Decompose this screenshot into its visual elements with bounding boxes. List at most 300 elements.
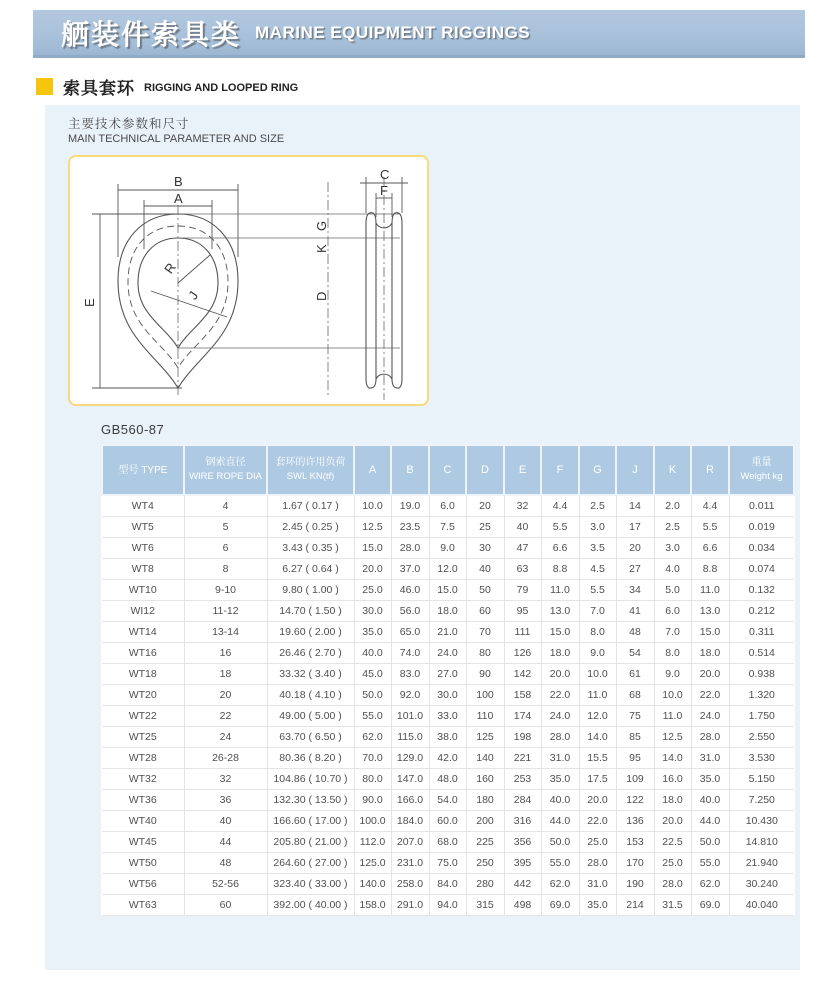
cell-J: 190 [616,873,654,894]
cell-B: 147.0 [391,768,429,789]
cell-wire-rope-dia: 60 [184,894,267,915]
dim-label-E: E [82,298,97,307]
cell-swl: 205.80 ( 21.00 ) [267,831,354,852]
cell-D: 225 [466,831,504,852]
cell-J: 41 [616,600,654,621]
cell-C: 38.0 [429,726,466,747]
cell-J: 17 [616,516,654,537]
cell-B: 129.0 [391,747,429,768]
cell-E: 284 [504,789,541,810]
dim-label-R: R [161,259,179,277]
col-header-E: E [504,445,541,495]
cell-wire-rope-dia: 20 [184,684,267,705]
cell-B: 28.0 [391,537,429,558]
cell-swl: 49.00 ( 5.00 ) [267,705,354,726]
cell-F: 4.4 [541,495,579,516]
cell-J: 61 [616,663,654,684]
cell-weight: 1.320 [729,684,794,705]
table-row [102,684,794,705]
cell-E: 111 [504,621,541,642]
cell-R: 69.0 [691,894,729,915]
cell-wire-rope-dia: 36 [184,789,267,810]
cell-F: 40.0 [541,789,579,810]
cell-swl: 63.70 ( 6.50 ) [267,726,354,747]
cell-B: 231.0 [391,852,429,873]
dim-label-J: J [185,288,202,303]
cell-C: 33.0 [429,705,466,726]
cell-C: 12.0 [429,558,466,579]
cell-C: 54.0 [429,789,466,810]
cell-swl: 3.43 ( 0.35 ) [267,537,354,558]
cell-type: WT28 [102,747,184,768]
cell-swl: 80.36 ( 8.20 ) [267,747,354,768]
section-title-en: RIGGING AND LOOPED RING [144,82,299,94]
section-title-zh: 索具套环 [63,79,135,98]
cell-K: 12.5 [654,726,691,747]
cell-C: 94.0 [429,894,466,915]
cell-type: WT8 [102,558,184,579]
cell-B: 83.0 [391,663,429,684]
cell-A: 50.0 [354,684,391,705]
cell-F: 55.0 [541,852,579,873]
cell-A: 70.0 [354,747,391,768]
cell-type: WT45 [102,831,184,852]
cell-wire-rope-dia: 24 [184,726,267,747]
cell-D: 160 [466,768,504,789]
col-header-F: F [541,445,579,495]
cell-swl: 6.27 ( 0.64 ) [267,558,354,579]
cell-A: 90.0 [354,789,391,810]
cell-weight: 0.074 [729,558,794,579]
cell-A: 20.0 [354,558,391,579]
cell-E: 316 [504,810,541,831]
table-row [102,894,794,915]
table-body [102,495,794,915]
cell-swl: 132.30 ( 13.50 ) [267,789,354,810]
dim-label-B: B [174,174,183,189]
cell-J: 122 [616,789,654,810]
cell-R: 4.4 [691,495,729,516]
cell-K: 11.0 [654,705,691,726]
cell-weight: 0.212 [729,600,794,621]
cell-F: 13.0 [541,600,579,621]
cell-G: 3.5 [579,537,616,558]
cell-J: 136 [616,810,654,831]
cell-type: WI12 [102,600,184,621]
cell-weight: 0.011 [729,495,794,516]
cell-G: 5.5 [579,579,616,600]
cell-weight: 21.940 [729,852,794,873]
cell-swl: 33.32 ( 3.40 ) [267,663,354,684]
cell-E: 32 [504,495,541,516]
cell-type: WT25 [102,726,184,747]
cell-weight: 5.150 [729,768,794,789]
table-row [102,537,794,558]
cell-type: WT6 [102,537,184,558]
cell-type: WT16 [102,642,184,663]
cell-weight: 0.938 [729,663,794,684]
cell-wire-rope-dia: 26-28 [184,747,267,768]
cell-R: 22.0 [691,684,729,705]
cell-J: 95 [616,747,654,768]
col-header-swl: 套环的许用负荷 SWL KN(tf) [267,445,354,495]
cell-D: 60 [466,600,504,621]
cell-G: 3.0 [579,516,616,537]
dim-label-F: F [380,183,388,198]
cell-A: 45.0 [354,663,391,684]
col-header-G: G [579,445,616,495]
cell-F: 62.0 [541,873,579,894]
cell-A: 140.0 [354,873,391,894]
cell-B: 101.0 [391,705,429,726]
cell-E: 174 [504,705,541,726]
cell-type: WT5 [102,516,184,537]
cell-E: 47 [504,537,541,558]
page-banner [33,10,805,58]
cell-F: 20.0 [541,663,579,684]
cell-J: 214 [616,894,654,915]
cell-G: 14.0 [579,726,616,747]
cell-R: 55.0 [691,852,729,873]
cell-K: 8.0 [654,642,691,663]
cell-type: WT56 [102,873,184,894]
cell-G: 4.5 [579,558,616,579]
cell-G: 25.0 [579,831,616,852]
cell-A: 62.0 [354,726,391,747]
cell-R: 5.5 [691,516,729,537]
cell-A: 112.0 [354,831,391,852]
cell-wire-rope-dia: 5 [184,516,267,537]
cell-A: 25.0 [354,579,391,600]
cell-K: 31.5 [654,894,691,915]
cell-J: 34 [616,579,654,600]
cell-swl: 40.18 ( 4.10 ) [267,684,354,705]
cell-wire-rope-dia: 22 [184,705,267,726]
cell-R: 6.6 [691,537,729,558]
dim-label-K: K [314,244,329,253]
cell-F: 22.0 [541,684,579,705]
cell-E: 142 [504,663,541,684]
cell-wire-rope-dia: 4 [184,495,267,516]
cell-G: 10.0 [579,663,616,684]
cell-A: 55.0 [354,705,391,726]
param-title-zh: 主要技术参数和尺寸 [68,117,190,131]
col-header-A: A [354,445,391,495]
table-row [102,789,794,810]
cell-E: 126 [504,642,541,663]
cell-K: 22.5 [654,831,691,852]
cell-swl: 104.86 ( 10.70 ) [267,768,354,789]
cell-type: WT32 [102,768,184,789]
thimble-technical-drawing [68,155,429,406]
cell-D: 200 [466,810,504,831]
cell-D: 20 [466,495,504,516]
cell-D: 90 [466,663,504,684]
cell-R: 15.0 [691,621,729,642]
cell-R: 18.0 [691,642,729,663]
cell-weight: 0.311 [729,621,794,642]
cell-A: 100.0 [354,810,391,831]
cell-J: 68 [616,684,654,705]
cell-E: 63 [504,558,541,579]
cell-K: 2.5 [654,516,691,537]
cell-F: 28.0 [541,726,579,747]
cell-G: 11.0 [579,684,616,705]
cell-A: 158.0 [354,894,391,915]
cell-A: 10.0 [354,495,391,516]
cell-A: 80.0 [354,768,391,789]
param-title-en: MAIN TECHNICAL PARAMETER AND SIZE [68,133,285,145]
table-row [102,516,794,537]
table-row [102,747,794,768]
cell-K: 3.0 [654,537,691,558]
cell-F: 8.8 [541,558,579,579]
cell-J: 170 [616,852,654,873]
table-row [102,768,794,789]
cell-type: WT22 [102,705,184,726]
cell-weight: 10.430 [729,810,794,831]
cell-type: WT36 [102,789,184,810]
cell-G: 15.5 [579,747,616,768]
cell-R: 20.0 [691,663,729,684]
cell-R: 62.0 [691,873,729,894]
cell-E: 158 [504,684,541,705]
table-row [102,810,794,831]
cell-type: WT63 [102,894,184,915]
cell-swl: 392.00 ( 40.00 ) [267,894,354,915]
cell-type: WT14 [102,621,184,642]
cell-swl: 264.60 ( 27.00 ) [267,852,354,873]
cell-J: 54 [616,642,654,663]
cell-C: 60.0 [429,810,466,831]
cell-K: 16.0 [654,768,691,789]
cell-C: 30.0 [429,684,466,705]
col-header-weight: 重量 Weight kg [729,445,794,495]
cell-B: 291.0 [391,894,429,915]
cell-B: 23.5 [391,516,429,537]
cell-type: WT10 [102,579,184,600]
cell-B: 258.0 [391,873,429,894]
cell-swl: 9.80 ( 1.00 ) [267,579,354,600]
cell-F: 44.0 [541,810,579,831]
cell-E: 95 [504,600,541,621]
cell-K: 10.0 [654,684,691,705]
cell-B: 65.0 [391,621,429,642]
cell-E: 442 [504,873,541,894]
banner-title-en: MARINE EQUIPMENT RIGGINGS [255,22,531,42]
banner-title-zh: 舾装件索具类 [61,18,242,50]
cell-R: 35.0 [691,768,729,789]
cell-wire-rope-dia: 32 [184,768,267,789]
cell-C: 6.0 [429,495,466,516]
cell-C: 42.0 [429,747,466,768]
cell-J: 20 [616,537,654,558]
table-row [102,579,794,600]
cell-weight: 3.530 [729,747,794,768]
cell-G: 35.0 [579,894,616,915]
col-header-wire-rope-dia: 钢索直径 WIRE ROPE DIA [184,445,267,495]
cell-wire-rope-dia: 52-56 [184,873,267,894]
cell-weight: 14.810 [729,831,794,852]
cell-swl: 14.70 ( 1.50 ) [267,600,354,621]
cell-R: 24.0 [691,705,729,726]
cell-B: 92.0 [391,684,429,705]
cell-swl: 2.45 ( 0.25 ) [267,516,354,537]
table-row [102,621,794,642]
cell-J: 14 [616,495,654,516]
cell-C: 68.0 [429,831,466,852]
cell-K: 6.0 [654,600,691,621]
col-header-B: B [391,445,429,495]
cell-G: 31.0 [579,873,616,894]
cell-F: 31.0 [541,747,579,768]
cell-F: 69.0 [541,894,579,915]
cell-R: 31.0 [691,747,729,768]
cell-F: 15.0 [541,621,579,642]
cell-G: 28.0 [579,852,616,873]
cell-F: 18.0 [541,642,579,663]
cell-B: 207.0 [391,831,429,852]
cell-weight: 30.240 [729,873,794,894]
cell-E: 79 [504,579,541,600]
cell-C: 9.0 [429,537,466,558]
dim-label-C: C [380,167,390,182]
cell-K: 14.0 [654,747,691,768]
table-row [102,852,794,873]
table-row [102,663,794,684]
cell-wire-rope-dia: 18 [184,663,267,684]
cell-F: 6.6 [541,537,579,558]
dim-label-A: A [174,191,183,206]
table-row [102,726,794,747]
cell-G: 22.0 [579,810,616,831]
cell-A: 40.0 [354,642,391,663]
cell-K: 4.0 [654,558,691,579]
cell-swl: 1.67 ( 0.17 ) [267,495,354,516]
cell-B: 166.0 [391,789,429,810]
cell-G: 2.5 [579,495,616,516]
cell-swl: 323.40 ( 33.00 ) [267,873,354,894]
cell-E: 40 [504,516,541,537]
cell-R: 11.0 [691,579,729,600]
table-row [102,873,794,894]
cell-F: 24.0 [541,705,579,726]
col-header-R: R [691,445,729,495]
table-row [102,558,794,579]
cell-F: 5.5 [541,516,579,537]
table-row [102,642,794,663]
cell-D: 40 [466,558,504,579]
cell-K: 2.0 [654,495,691,516]
cell-weight: 0.034 [729,537,794,558]
cell-wire-rope-dia: 13-14 [184,621,267,642]
cell-D: 80 [466,642,504,663]
cell-F: 50.0 [541,831,579,852]
cell-A: 12.5 [354,516,391,537]
cell-B: 115.0 [391,726,429,747]
col-header-J: J [616,445,654,495]
cell-E: 356 [504,831,541,852]
cell-B: 19.0 [391,495,429,516]
cell-A: 15.0 [354,537,391,558]
yellow-square-icon [36,78,53,95]
cell-wire-rope-dia: 16 [184,642,267,663]
cell-B: 74.0 [391,642,429,663]
cell-R: 8.8 [691,558,729,579]
cell-D: 100 [466,684,504,705]
cell-A: 125.0 [354,852,391,873]
table-header-row [102,445,794,495]
cell-weight: 7.250 [729,789,794,810]
table-row [102,495,794,516]
cell-K: 18.0 [654,789,691,810]
cell-J: 75 [616,705,654,726]
section-heading [36,74,298,99]
cell-C: 7.5 [429,516,466,537]
cell-G: 8.0 [579,621,616,642]
cell-weight: 1.750 [729,705,794,726]
cell-type: WT50 [102,852,184,873]
cell-A: 30.0 [354,600,391,621]
cell-J: 153 [616,831,654,852]
cell-C: 48.0 [429,768,466,789]
cell-weight: 0.019 [729,516,794,537]
col-header-K: K [654,445,691,495]
cell-R: 44.0 [691,810,729,831]
cell-D: 125 [466,726,504,747]
cell-B: 184.0 [391,810,429,831]
cell-wire-rope-dia: 44 [184,831,267,852]
cell-C: 24.0 [429,642,466,663]
cell-D: 70 [466,621,504,642]
dim-label-G: G [314,220,329,231]
cell-weight: 2.550 [729,726,794,747]
cell-E: 221 [504,747,541,768]
cell-G: 20.0 [579,789,616,810]
cell-K: 5.0 [654,579,691,600]
cell-D: 110 [466,705,504,726]
cell-G: 7.0 [579,600,616,621]
cell-R: 28.0 [691,726,729,747]
cell-E: 198 [504,726,541,747]
cell-J: 85 [616,726,654,747]
cell-B: 46.0 [391,579,429,600]
cell-type: WT4 [102,495,184,516]
cell-swl: 26.46 ( 2.70 ) [267,642,354,663]
cell-wire-rope-dia: 6 [184,537,267,558]
cell-C: 15.0 [429,579,466,600]
cell-wire-rope-dia: 9-10 [184,579,267,600]
cell-D: 180 [466,789,504,810]
standard-number: GB560-87 [101,422,165,437]
cell-F: 35.0 [541,768,579,789]
cell-C: 27.0 [429,663,466,684]
cell-F: 11.0 [541,579,579,600]
cell-D: 50 [466,579,504,600]
cell-D: 25 [466,516,504,537]
cell-J: 109 [616,768,654,789]
dim-label-D: D [314,291,329,301]
table-row [102,705,794,726]
cell-type: WT40 [102,810,184,831]
col-header-D: D [466,445,504,495]
cell-wire-rope-dia: 48 [184,852,267,873]
cell-D: 280 [466,873,504,894]
cell-weight: 0.514 [729,642,794,663]
col-header-C: C [429,445,466,495]
cell-wire-rope-dia: 11-12 [184,600,267,621]
cell-swl: 19.60 ( 2.00 ) [267,621,354,642]
